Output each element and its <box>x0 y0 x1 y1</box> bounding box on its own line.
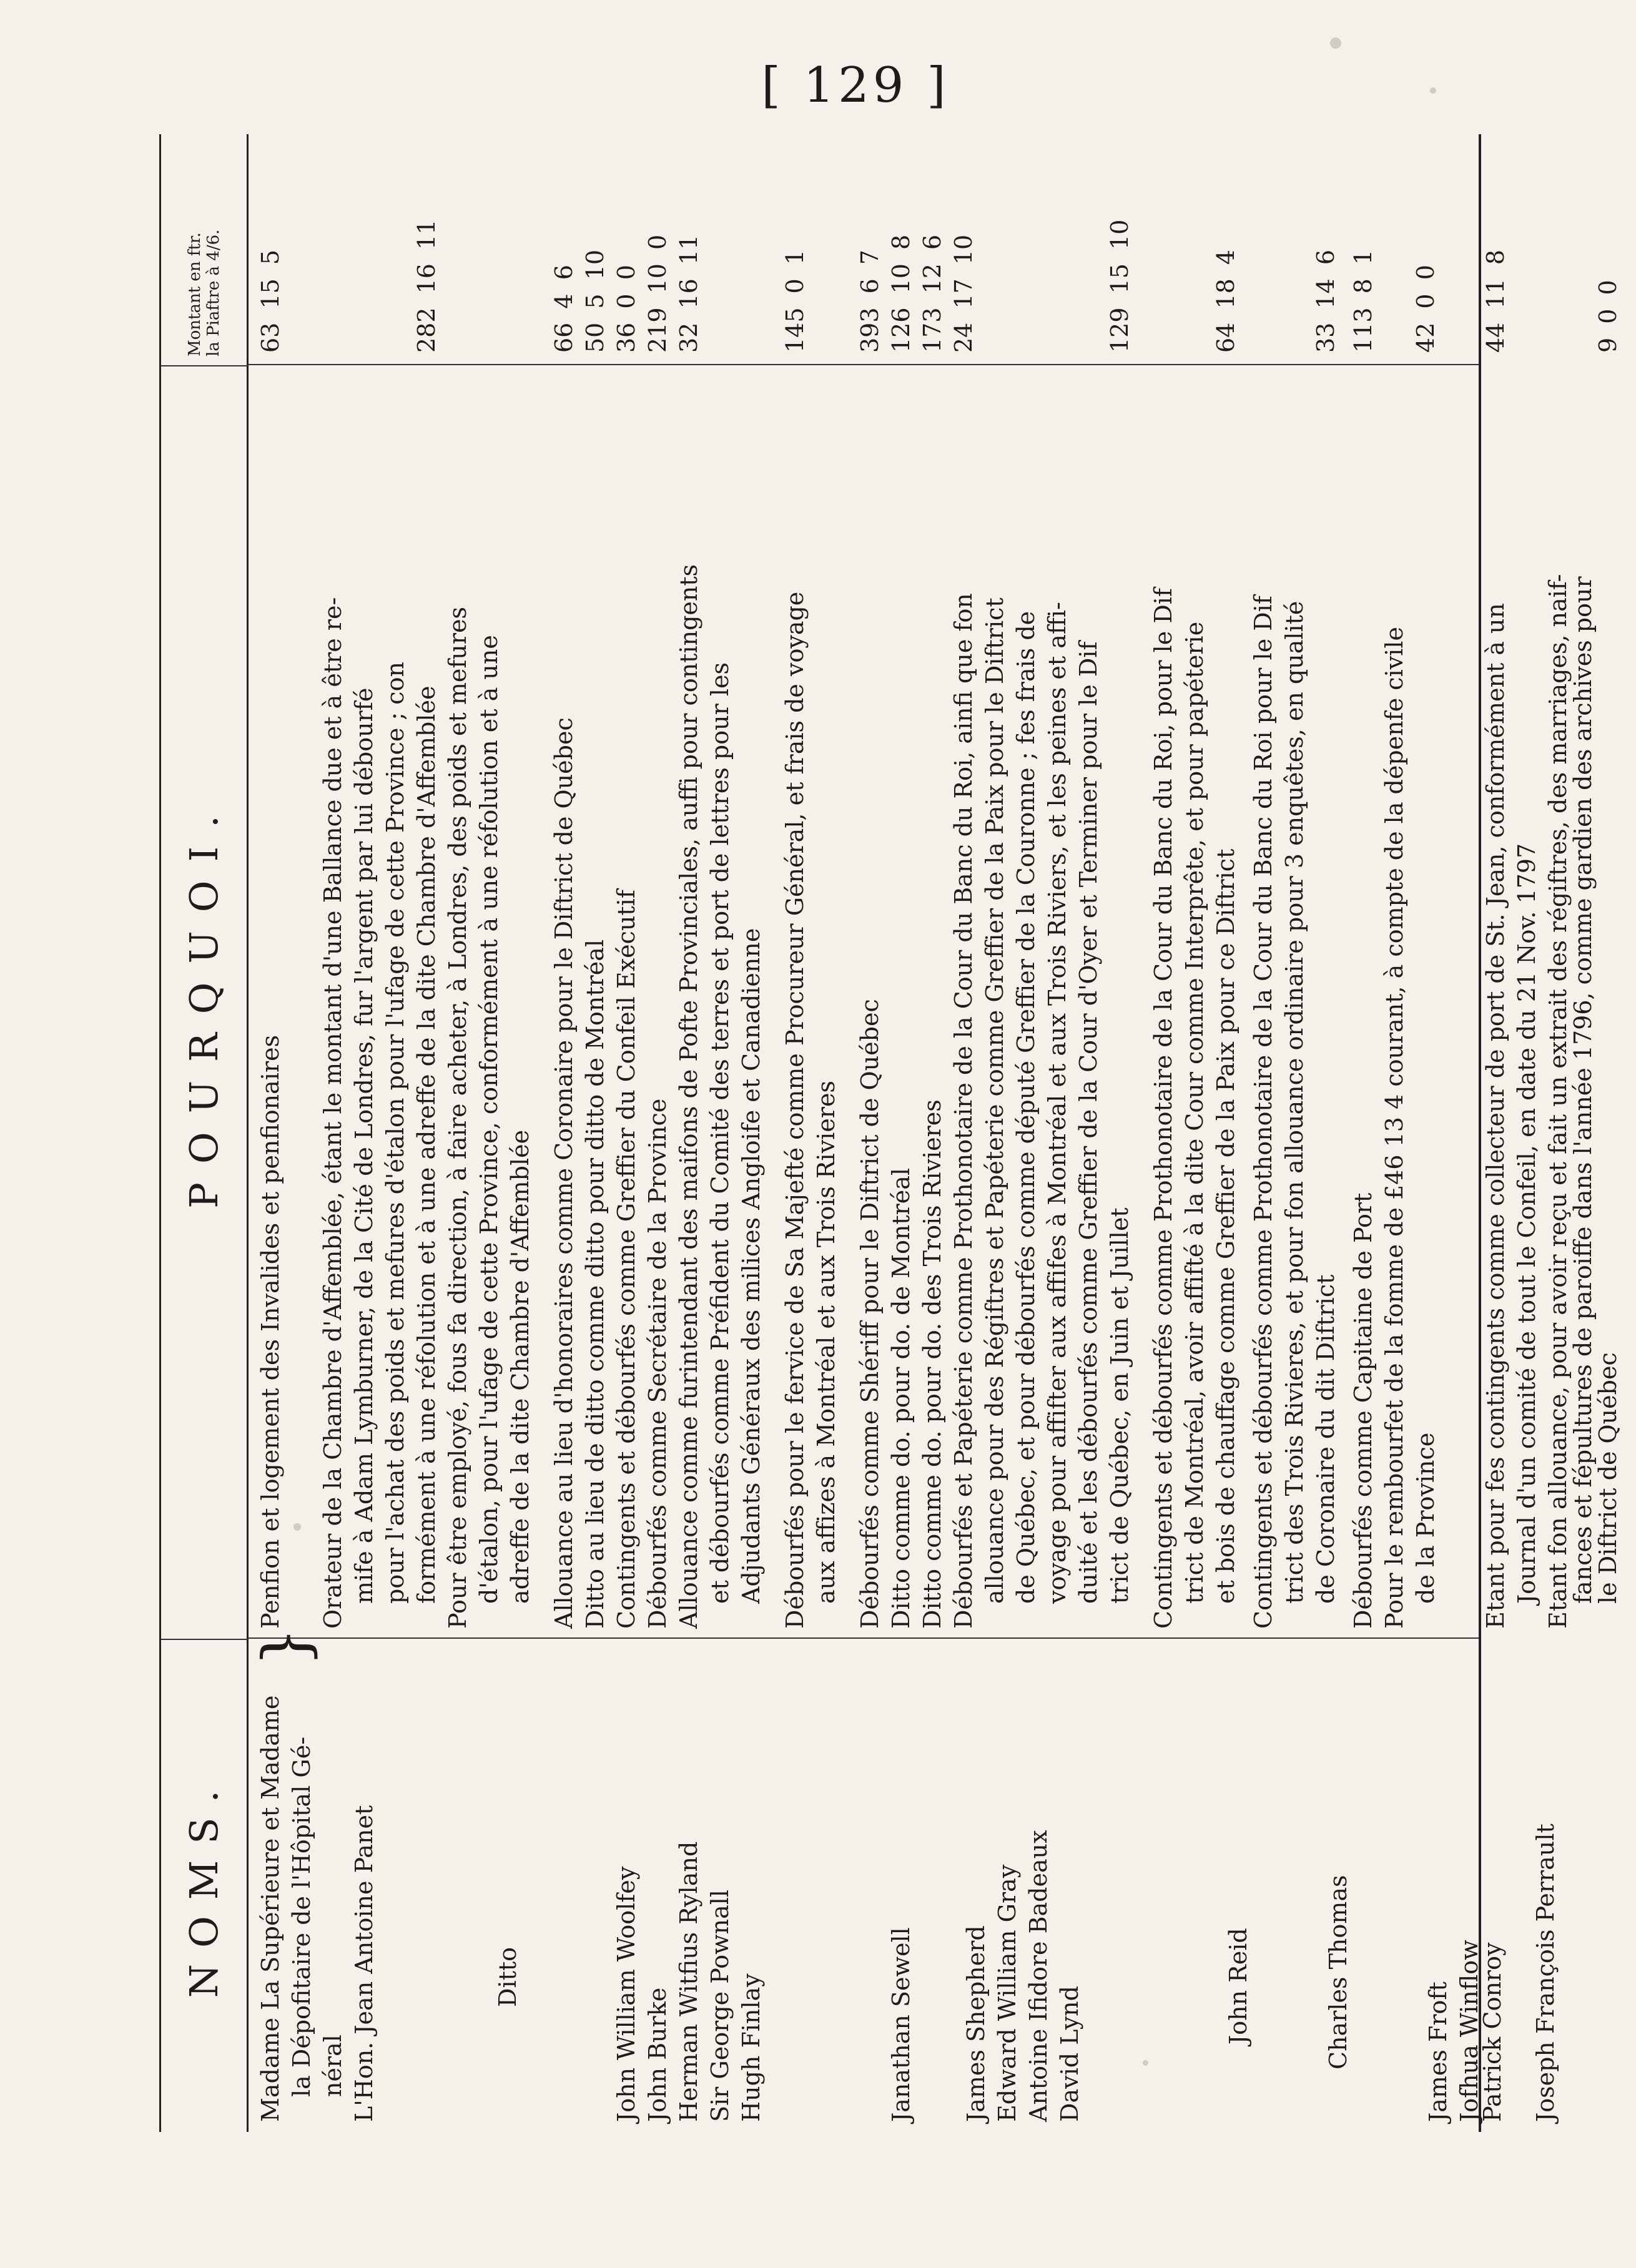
purpose-line: Débourfés comme Secrétaire de la Province <box>644 1098 671 1629</box>
purpose-line: Pour être employé, fous fa direction, à faire acheter, à Londres, des poids et mefures <box>444 606 471 1629</box>
purpose-line: allouance pour des Régiftres et Papéterie comme Greffier de la Paix pour le Diftrict <box>981 597 1008 1604</box>
amount-cell: 145 0 1 <box>781 249 809 353</box>
amount-cell: 219 10 0 <box>644 234 671 353</box>
amount-cell: 32 16 11 <box>675 234 702 353</box>
name-cell: James Shepherd <box>962 1925 990 2122</box>
purpose-line: Débourfés comme Shériff pour le Diftrict de Québec <box>856 999 884 1629</box>
name-cell: Edward William Gray <box>993 1864 1021 2122</box>
purpose-line: et débourfés comme Préfident du Comité des terres et port de lettres pour les <box>706 662 734 1604</box>
column-header-montant-line: Montant en ftr. <box>185 232 204 356</box>
amount-cell: 63 15 5 <box>257 249 284 353</box>
purpose-line: trict des Trois Rivieres, et pour fon allouance ordinaire pour 3 enquêtes, en qualité <box>1281 601 1308 1604</box>
ledger-table <box>159 134 1481 2132</box>
column-header-montant-line: la Piaftre à 4/6. <box>204 229 223 356</box>
purpose-line: Contingents et débourfés comme Prothonotaire de la Cour du Banc du Roi pour le Dif <box>1249 596 1277 1629</box>
purpose-line: Débourfés pour le fervice de Sa Majefté comme Procureur Général, et frais de voyage <box>781 591 809 1629</box>
purpose-line: de la Province <box>1412 1432 1439 1604</box>
purpose-line: trict de Montréal, avoir affifté à la dite Cour comme Interprête, et pour papéterie <box>1181 621 1208 1604</box>
amount-cell: 9 0 0 <box>1594 280 1622 353</box>
purpose-line: adreffe de la dite Chambre d'Affemblée <box>506 1129 534 1604</box>
purpose-line: Allouance comme furintendant des maifons de Pofte Provinciales, auffi pour contingents <box>675 564 702 1629</box>
amount-cell: 282 16 11 <box>413 219 440 353</box>
name-cell: néral <box>319 2035 347 2097</box>
purpose-line: Ditto comme do. pour do. de Montréal <box>887 1167 915 1629</box>
purpose-line: Ditto au lieu de ditto comme ditto pour ditto de Montréal <box>581 939 609 1629</box>
purpose-line: Pour le rembourfet de la fomme de £46 13 4 courant, à compte de la dépenfe civile <box>1381 627 1408 1629</box>
amount-cell: 36 0 0 <box>613 265 640 353</box>
name-cell: Hugh Finlay <box>737 1973 765 2122</box>
purpose-line: formément à une réfolution et à une adreffe de la dite Chambre d'Affemblée <box>413 685 440 1604</box>
purpose-line: Adjudants Généraux des milices Angloife et Canadienne <box>737 928 765 1604</box>
amount-cell: 173 12 6 <box>919 234 946 353</box>
paper-speck <box>1430 87 1436 94</box>
purpose-line: le Diftrict de Québec <box>1594 1352 1622 1604</box>
purpose-line: de Coronaire du dit Diftrict <box>1312 1274 1339 1604</box>
amount-cell: 50 5 10 <box>581 249 609 353</box>
paper-speck <box>1330 37 1341 49</box>
purpose-line: aux affizes à Montréal et aux Trois Rivieres <box>812 1081 840 1604</box>
name-cell: Ditto <box>494 1946 521 2007</box>
purpose-line: duité et les débourfés comme Greffier de la Cour d'Oyer et Terminer pour le Dif <box>1075 641 1102 1604</box>
name-cell: Charles Thomas <box>1324 1875 1352 2069</box>
amount-cell: 113 8 1 <box>1349 249 1377 353</box>
purpose-line: Etant fon allouance, pour avoir reçu et fait un extrait des régiftres, des marriages, naif- <box>1544 574 1572 1629</box>
name-cell: L'Hon. Jean Antoine Panet <box>350 1805 378 2122</box>
purpose-line: d'étalon, pour l'ufage de cette Province, conformément à une réfolution et à une <box>475 635 503 1604</box>
name-cell: Herman Witfius Ryland <box>675 1841 702 2122</box>
purpose-line: Contingents et débourfés comme Greffier du Confeil Exécutif <box>613 890 640 1629</box>
page-number: [ 129 ] <box>761 57 950 114</box>
purpose-line: pour l'achat des poids et mefures d'étalon pour l'ufage de cette Province ; con <box>382 662 409 1604</box>
amount-cell: 66 4 6 <box>550 265 578 353</box>
name-cell: Sir George Pownall <box>706 1889 734 2122</box>
amount-cell: 44 11 8 <box>1482 249 1509 353</box>
name-cell: Joseph François Perrault <box>1532 1824 1559 2122</box>
purpose-line: fances et fépultures de paroiffe dans l'année 1796, comme gardien des archives pour <box>1569 576 1597 1604</box>
amount-cell: 126 10 8 <box>887 234 915 353</box>
purpose-line: Allouance au lieu d'honoraires comme Coronaire pour le Diftrict de Québec <box>550 717 578 1629</box>
purpose-line: trict de Québec, en Juin et Juillet <box>1106 1207 1133 1604</box>
column-header-noms: NOMS. <box>161 1639 249 2132</box>
purpose-line: Contingents et débourfés comme Prothonotaire de la Cour du Banc du Roi, pour le Dif <box>1150 587 1177 1629</box>
purpose-line: de Québec, et pour débourfés comme député Greffier de la Couronne ; fes frais de <box>1012 611 1040 1604</box>
purpose-line: et bois de chauffage comme Greffier de la Paix pour ce Diftrict <box>1212 848 1239 1604</box>
name-cell: John William Woolfey <box>613 1866 640 2122</box>
amount-cell: 64 18 4 <box>1212 249 1239 353</box>
name-cell: David Lynd <box>1056 1986 1083 2122</box>
brace-glyph: } <box>249 1627 322 1667</box>
purpose-line: Orateur de la Chambre d'Affemblée, étant le montant d'une Ballance due et à être re- <box>319 597 347 1629</box>
amount-cell: 129 15 10 <box>1106 219 1133 353</box>
purpose-line: mife à Adam Lymburner, de la Cité de Londres, fur l'argent par lui débourfé <box>350 687 378 1604</box>
ledger-table-continued-purposes-2 <box>1542 134 1636 2132</box>
amount-cell: 33 14 6 <box>1312 249 1339 353</box>
amount-cell: 42 0 0 <box>1412 265 1439 353</box>
column-header-montant <box>161 134 249 365</box>
name-cell: Antoine Ifidore Badeaux <box>1025 1830 1052 2122</box>
column-divider <box>249 1637 1479 1639</box>
purpose-line: Etant pour fes contingents comme collecteur de port de St. Jean, conformément à un <box>1482 603 1509 1629</box>
name-cell: James Froft <box>1424 1981 1452 2122</box>
purpose-line: Journal d'un comité de tout le Confeil, en date du 21 Nov. 1797 <box>1513 843 1540 1604</box>
purpose-line: Ditto comme do. pour do. des Trois Rivieres <box>919 1099 946 1629</box>
name-cell: Jofhua Winflow <box>1456 1940 1483 2122</box>
amount-cell: 393 6 7 <box>856 249 884 353</box>
amount-cell: 24 17 10 <box>950 234 977 353</box>
column-header-pourquoi: POURQUOI. <box>161 365 249 1639</box>
purpose-line: voyage pour affifter aux affifes à Montréal et aux Trois Riviers, et les peines et affi- <box>1043 602 1071 1604</box>
name-cell: Patrick Conroy <box>1479 1942 1506 2122</box>
name-cell: Madame La Supérieure et Madame <box>257 1695 284 2122</box>
purpose-line: Débourfés et Papéterie comme Prothonotaire de la Cour du Banc du Roi, ainfi que fon <box>950 593 977 1629</box>
purpose-line: Débourfés comme Capitaine de Port <box>1349 1192 1377 1629</box>
purpose-line: Penfion et logement des Invalides et penfionaires <box>257 1034 284 1629</box>
name-cell: Janathan Sewell <box>887 1927 915 2122</box>
name-cell: la Dépofitaire de l'Hôpital Gé- <box>288 1736 315 2097</box>
name-cell: John Reid <box>1225 1928 1252 2045</box>
name-cell: John Burke <box>644 1987 671 2122</box>
